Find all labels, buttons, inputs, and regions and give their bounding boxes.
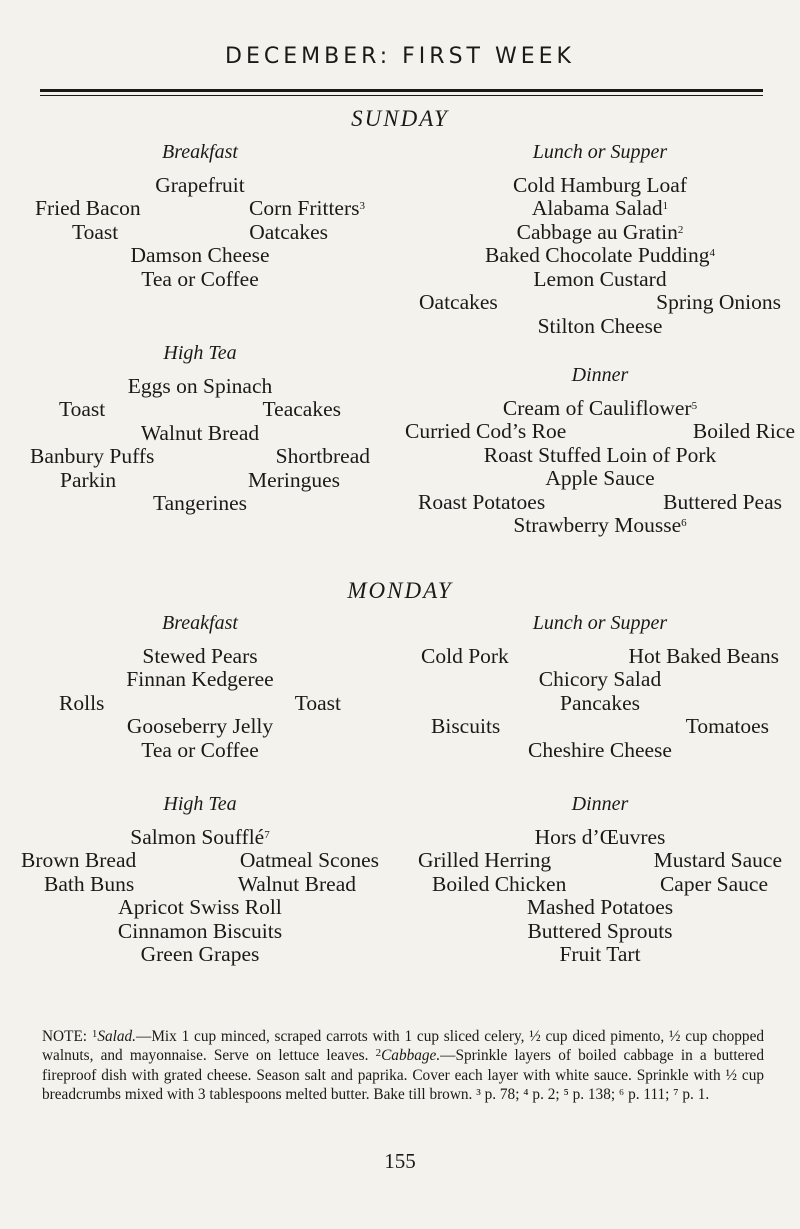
menu-item: Eggs on Spinach <box>127 373 273 398</box>
menu-item: Apple Sauce <box>545 466 655 490</box>
menu-item-pair <box>59 692 341 716</box>
footnote-ref: 5 <box>691 399 698 412</box>
menu-item: Rolls <box>59 690 105 715</box>
menu-item-pair <box>59 398 341 422</box>
menu-item: Finnan Kedgeree <box>126 667 274 691</box>
meal-heading: Dinner <box>571 364 629 386</box>
page-references: ³ p. 78; ⁴ p. 2; ⁵ p. 138; ⁶ p. 111; ⁷ p. 1. <box>476 1086 710 1104</box>
meal-heading: High Tea <box>163 793 237 815</box>
meal-heading: High Tea <box>163 342 237 364</box>
menu-item: Roast Potatoes <box>418 489 546 514</box>
menu-item: Corn Fritters$^3$ <box>249 196 365 220</box>
menu-item: Cheshire Cheese <box>528 737 672 762</box>
menu-item: Pancakes <box>560 690 640 715</box>
menu-item: Alabama Salad $^1$ <box>531 196 669 220</box>
menu-item: Hors d’Œuvres <box>534 824 666 849</box>
menu-item-pair <box>419 291 781 315</box>
menu-item: Salmon Soufflé $^7$ <box>130 824 270 849</box>
note-text: —Sprinkle layers of boiled cabbage in a buttered fireproof dish with grated cheese. Season salt and paprika. Cover each layer with white sauce. Sprinkle with ½ cup breadcrumbs mixed with 3 tablespoons melted butter. Bake till brown. <box>42 1047 764 1104</box>
menu-item: Meringues <box>248 467 340 492</box>
menu-item: Gooseberry Jelly <box>126 714 274 738</box>
menu-item: Stewed Pears <box>142 643 258 668</box>
footnote-ref: 6 <box>681 517 687 529</box>
menu-item-pair <box>60 469 340 493</box>
page-number: 155 <box>384 1149 416 1173</box>
menu-item: Stilton Cheese <box>537 313 663 338</box>
menu-item: Oatmeal Scones <box>239 848 379 872</box>
header-rule-thick <box>40 89 763 92</box>
footnote-ref: 4 <box>709 247 716 259</box>
menu-item: Oatcakes <box>249 219 328 244</box>
menu-item: Toast <box>72 219 119 244</box>
menu-item: Tea or Coffee <box>141 266 259 291</box>
menu-item-pair <box>44 873 356 897</box>
menu-item: Lemon Custard <box>533 266 667 291</box>
menu-item: Oatcakes <box>419 290 498 314</box>
menu-item: Spring Onions <box>656 290 781 314</box>
menu-item: Damson Cheese <box>130 243 270 267</box>
menu-item-pair <box>421 645 779 669</box>
meal-heading: Dinner <box>571 793 629 815</box>
menu-item: Boiled Rice <box>692 419 795 443</box>
menu-item: Bath Buns <box>44 871 135 896</box>
sunday-lunch-or-supper <box>400 141 800 338</box>
menu-item: Walnut Bread <box>237 871 356 896</box>
menu-item: Grilled Herring <box>418 848 552 872</box>
menu-item-pair <box>35 197 365 221</box>
footnote-ref: 2 <box>375 1047 382 1060</box>
menu-item: Tomatoes <box>685 714 769 738</box>
menu-item: Cold Pork <box>421 643 509 668</box>
monday-breakfast <box>0 612 400 762</box>
sunday-breakfast <box>0 141 400 291</box>
menu-item: Biscuits <box>431 714 501 738</box>
menu-item: Buttered Peas <box>663 489 782 514</box>
menu-item: Roast Stuffed Loin of Pork <box>483 442 717 467</box>
sunday-high-tea <box>0 342 400 516</box>
menu-item: Mustard Sauce <box>653 848 782 872</box>
menu-item-pair <box>72 221 328 245</box>
menu-item: Curried Cod’s Roe <box>405 419 567 443</box>
note-title: Cabbage. <box>381 1047 441 1065</box>
monday-lunch-or-supper <box>400 612 800 762</box>
meal-heading: Breakfast <box>162 141 238 163</box>
meal-heading: Lunch or Supper <box>532 612 668 634</box>
menu-item: Teacakes <box>262 397 341 421</box>
day-heading-monday: MONDAY <box>347 578 453 603</box>
meal-heading: Breakfast <box>162 612 238 634</box>
day-heading-sunday: SUNDAY <box>351 106 449 131</box>
menu-item-pair <box>431 715 769 739</box>
menu-item: Fried Bacon <box>35 196 141 220</box>
running-head: DECEMBER: FIRST WEEK <box>225 44 575 69</box>
footnote-ref: 1 <box>662 200 669 212</box>
menu-item: Caper Sauce <box>659 871 768 896</box>
menu-item: Buttered Sprouts <box>527 918 673 943</box>
menu-item: Green Grapes <box>140 942 260 966</box>
menu-item: Cream of Cauliflower $^5$ <box>502 395 698 420</box>
note-label: NOTE: <box>42 1028 88 1045</box>
menu-item: Mashed Potatoes <box>526 895 674 919</box>
menu-item: Grapefruit <box>155 172 245 197</box>
note-title: Salad. <box>97 1028 137 1045</box>
meal-heading: Lunch or Supper <box>532 141 668 163</box>
menu-item: Chicory Salad <box>538 667 662 691</box>
menu-item: Strawberry Mousse $^6$ <box>513 513 687 537</box>
menu-item-pair <box>405 420 795 444</box>
menu-item: Cold Hamburg Loaf <box>513 172 687 197</box>
menu-item-pair <box>418 849 782 873</box>
header-rule-thin <box>40 95 763 96</box>
footnote-ref: 1 <box>91 1028 98 1040</box>
menu-item: Apricot Swiss Roll <box>118 895 282 919</box>
menu-item: Toast <box>59 397 106 421</box>
menu-item: Shortbread <box>275 444 370 468</box>
menu-item: Parkin <box>60 467 117 492</box>
menu-item: Brown Bread <box>21 848 137 872</box>
menu-item: Cinnamon Biscuits <box>117 918 283 943</box>
menu-item: Tangerines <box>152 491 247 515</box>
footnote-ref: 2 <box>677 223 684 236</box>
footnote-ref: 3 <box>359 200 365 212</box>
monday-high-tea <box>0 793 400 967</box>
footnote-ref: 7 <box>264 828 270 841</box>
menu-item-pair <box>418 491 782 515</box>
menu-item: Boiled Chicken <box>432 871 567 896</box>
menu-item-pair <box>432 873 768 897</box>
menu-item: Hot Baked Beans <box>628 643 779 668</box>
menu-item: Tea or Coffee <box>141 737 259 762</box>
menu-item: Cabbage au Gratin $^2$ <box>516 219 684 244</box>
menu-item-pair <box>30 445 370 469</box>
menu-item: Banbury Puffs <box>30 444 155 468</box>
monday-dinner <box>400 793 800 967</box>
menu-item: Baked Chocolate Pudding $^4$ <box>484 243 716 267</box>
menu-item-pair <box>21 849 379 873</box>
menu-item: Fruit Tart <box>559 942 641 966</box>
footnotes <box>42 1027 764 1105</box>
menu-item: Walnut Bread <box>140 420 260 445</box>
note-text: —Mix 1 cup minced, scraped carrots with 1 cup sliced celery, ½ cup diced pimento, ½ cup chopped walnuts, and mayonnaise. Serve on lettuce leaves. <box>42 1028 765 1065</box>
menu-item: Toast <box>294 690 341 715</box>
sunday-dinner <box>400 364 800 538</box>
